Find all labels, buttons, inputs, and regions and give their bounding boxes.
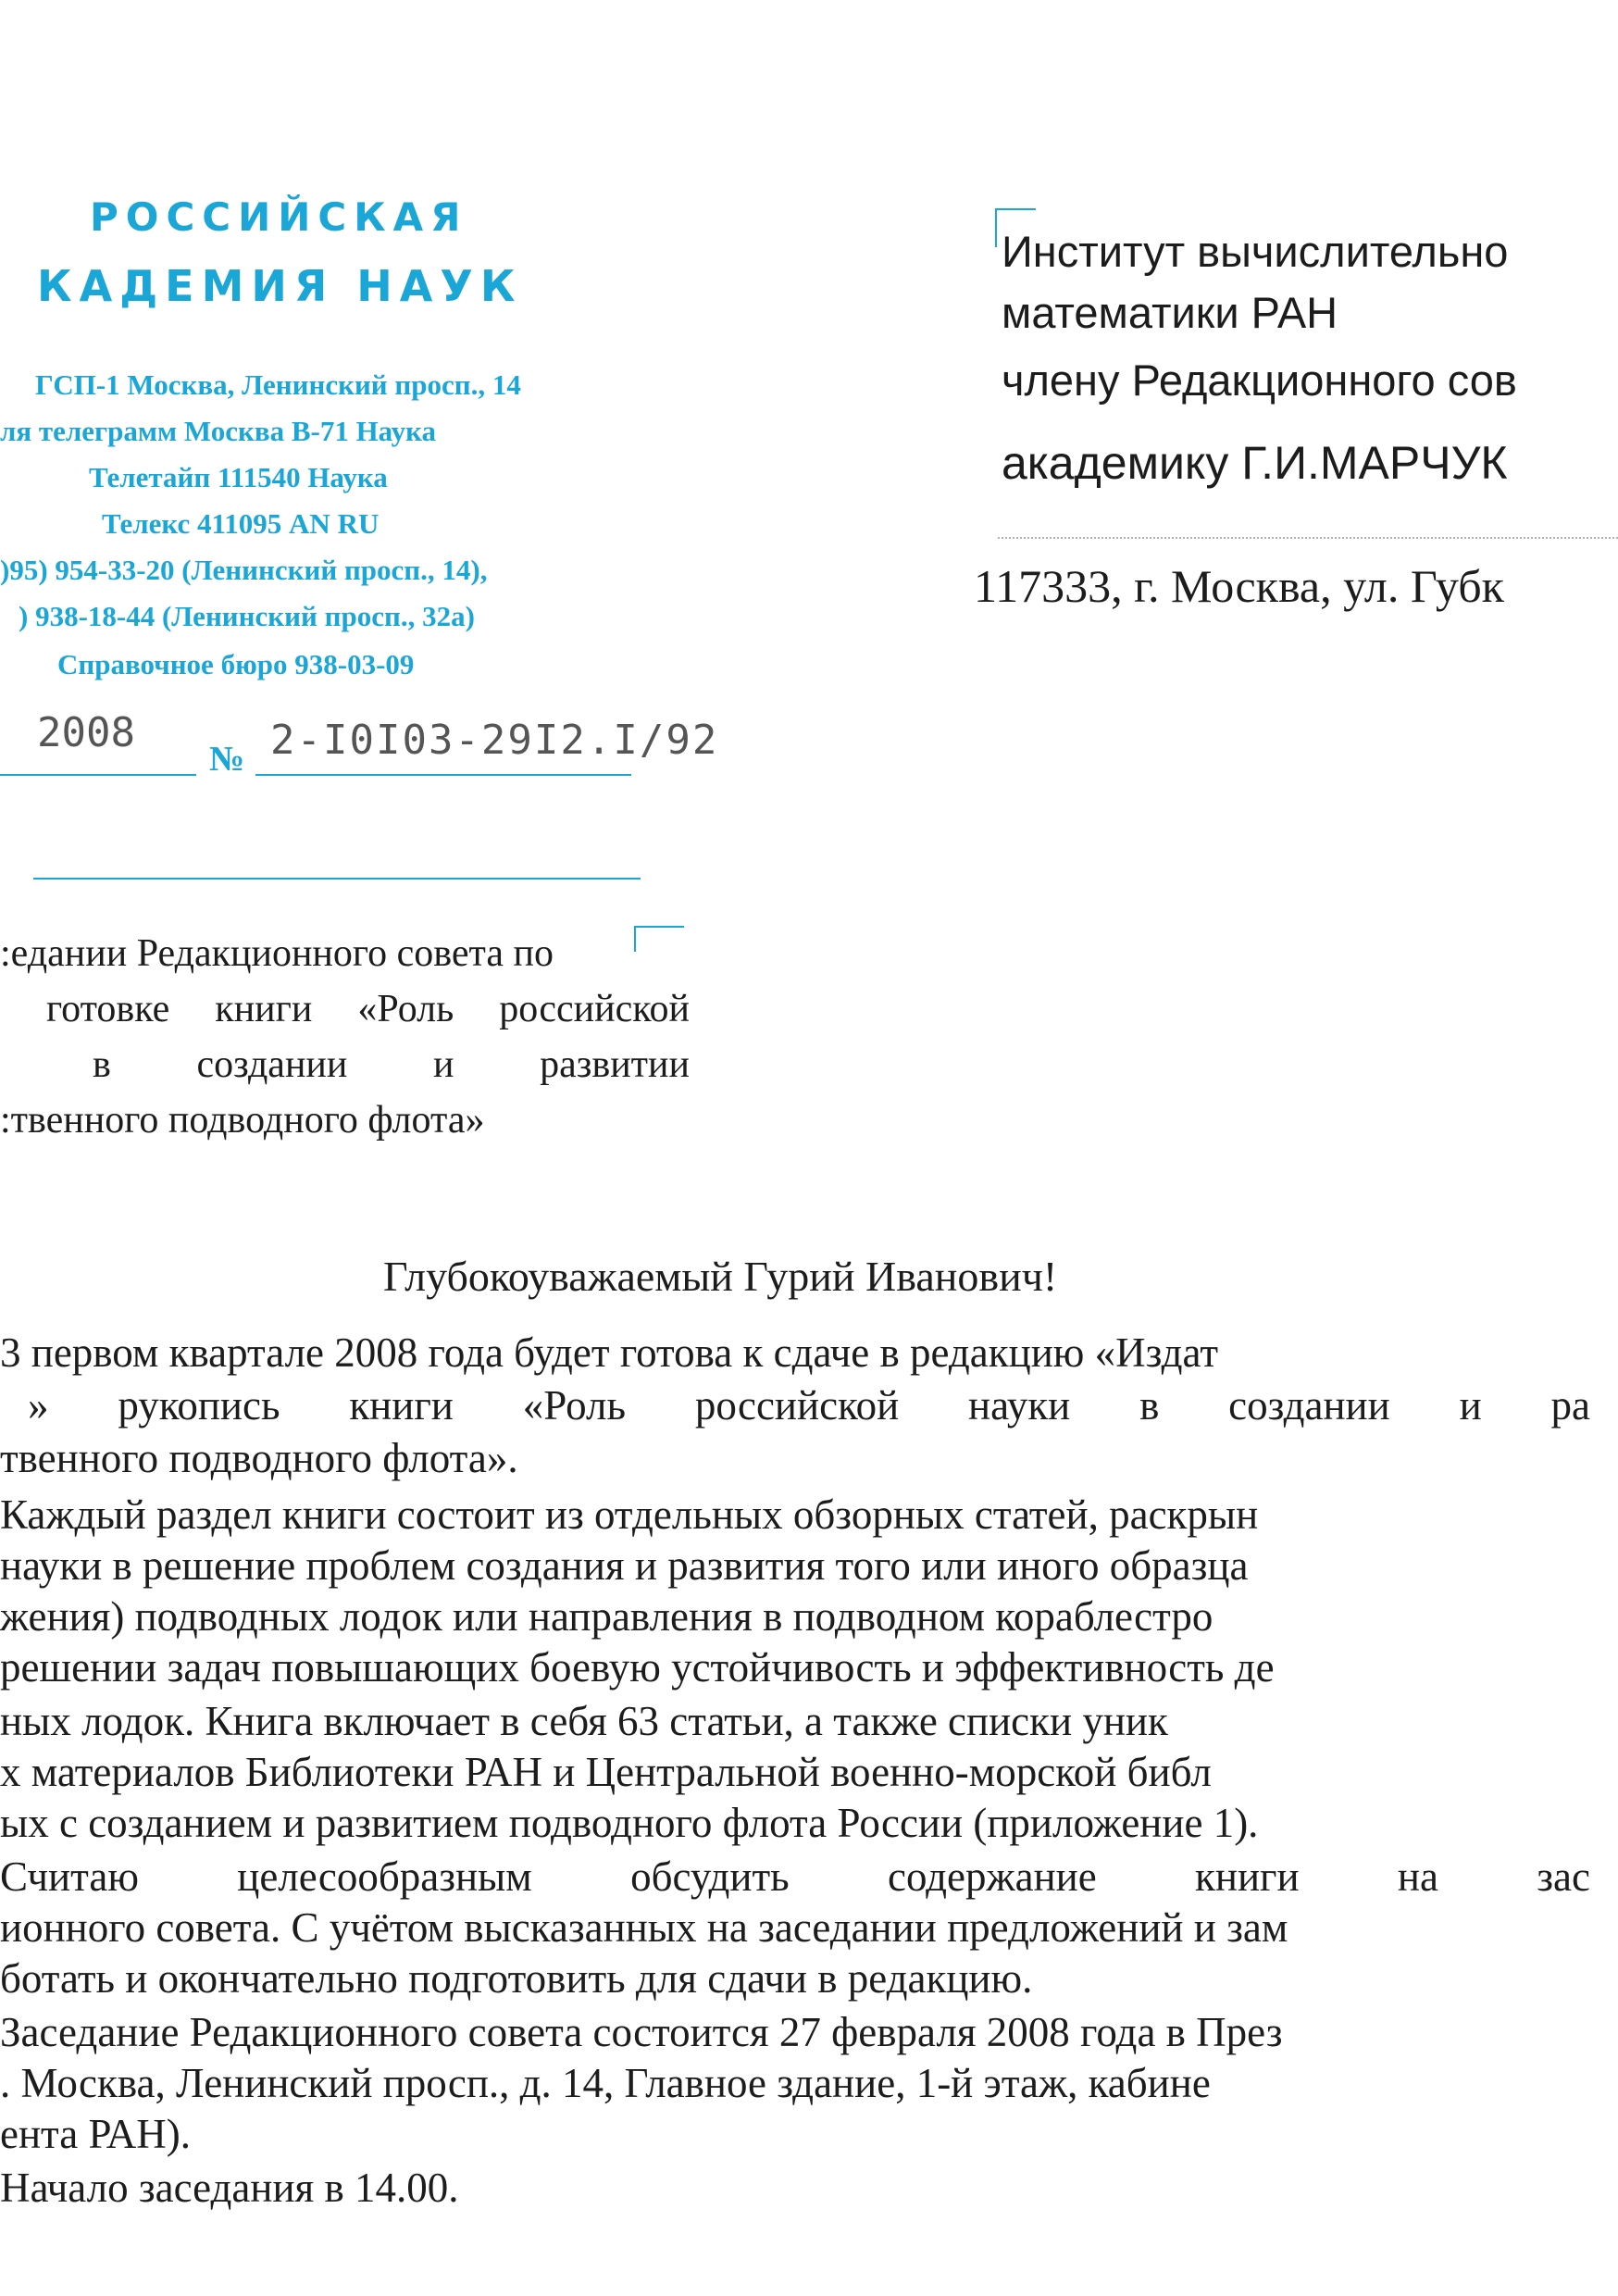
subject-corner-mark bbox=[634, 926, 684, 952]
subject-word: «Роль bbox=[357, 988, 454, 1030]
body-line bbox=[28, 1380, 1590, 1431]
subject-word: :едании Редакционного совета по bbox=[0, 932, 554, 975]
body-line: твенного подводного флота». bbox=[0, 1435, 518, 1481]
body-word: на bbox=[1397, 1853, 1438, 1900]
number-sign: № bbox=[209, 740, 245, 779]
body-word: Считаю bbox=[0, 1853, 139, 1900]
body-line bbox=[0, 1852, 1590, 1903]
body-line: решении задач повышающих боевую устойчивость и эффективность де bbox=[0, 1644, 1275, 1691]
subject-word: российской bbox=[499, 988, 690, 1030]
body-line: Каждый раздел книги состоит из отдельных обзорных статей, раскрын bbox=[0, 1491, 1259, 1538]
body-word: обсудить bbox=[630, 1853, 790, 1900]
recipient-dotted-line bbox=[998, 537, 1618, 539]
body-line: жения) подводных лодок или направления в подводном кораблестро bbox=[0, 1593, 1214, 1640]
recipient-line-2: математики РАН bbox=[1002, 288, 1338, 337]
subject-word: и bbox=[433, 1043, 454, 1086]
subject-line bbox=[0, 926, 690, 981]
letter-body bbox=[0, 1328, 1618, 2296]
recipient-address: 117333, г. Москва, ул. Губк bbox=[974, 560, 1504, 612]
body-line: ых с созданием и развитием подводного флота России (приложение 1). bbox=[0, 1800, 1259, 1846]
body-line: х материалов Библиотеки РАН и Центральной военно-морской библ bbox=[0, 1749, 1212, 1795]
body-word: зас bbox=[1537, 1853, 1590, 1900]
body-line: ботать и окончательно подготовить для сдачи в редакцию. bbox=[0, 1955, 1033, 2002]
body-line: . Москва, Ленинский просп., д. 14, Главное здание, 1-й этаж, кабине bbox=[0, 2060, 1211, 2106]
org-info-bureau: Справочное бюро 938-03-09 bbox=[57, 648, 415, 680]
recipient-line-1: Институт вычислительно bbox=[1002, 227, 1509, 276]
subject-block bbox=[0, 926, 690, 1148]
body-line: Начало заседания в 14.00. bbox=[0, 2165, 459, 2211]
body-word: российской bbox=[694, 1382, 900, 1429]
org-phone-1: )95) 954-33-20 (Ленинский просп., 14), bbox=[0, 554, 488, 586]
body-line: ных лодок. Книга включает в себя 63 статьи, а также списки уник bbox=[0, 1698, 1168, 1744]
body-word: создании bbox=[1228, 1382, 1390, 1429]
org-teletype: Телетайп 111540 Наука bbox=[89, 461, 388, 493]
subject-word: в bbox=[93, 1043, 111, 1086]
blank-line bbox=[33, 878, 641, 880]
salutation: Глубокоуважаемый Гурий Иванович! bbox=[383, 1253, 1058, 1300]
registration-date: 2008 bbox=[37, 709, 135, 756]
subject-word: готовке bbox=[46, 988, 170, 1030]
body-text: 3 первом квартале 2008 года будет готова к сдаче в редакцию «Издат bbox=[0, 1329, 1218, 1376]
body-word: рукопись bbox=[118, 1382, 280, 1429]
body-word: целесообразным bbox=[237, 1853, 532, 1900]
subject-line bbox=[0, 1092, 690, 1148]
org-telegram: ля телеграмм Москва В-71 Наука bbox=[0, 415, 436, 447]
body-word: науки bbox=[968, 1382, 1071, 1429]
body-word: книги bbox=[349, 1382, 454, 1429]
body-word: содержание bbox=[887, 1853, 1097, 1900]
registration-number: 2-I0I03-29I2.I/92 bbox=[270, 717, 719, 764]
number-underline bbox=[255, 774, 631, 776]
subject-word: создании bbox=[196, 1043, 348, 1086]
subject-word: :твенного подводного флота» bbox=[0, 1099, 485, 1142]
body-word: «Роль bbox=[522, 1382, 627, 1429]
body-word: книги bbox=[1195, 1853, 1300, 1900]
body-line bbox=[0, 1328, 1590, 1379]
body-line: науки в решение проблем создания и развития того или иного образца bbox=[0, 1542, 1249, 1589]
body-line: ента РАН). bbox=[0, 2111, 191, 2157]
recipient-line-4: академику Г.И.МАРЧУК bbox=[1002, 437, 1508, 489]
body-word: в bbox=[1139, 1382, 1160, 1429]
subject-line bbox=[0, 1037, 690, 1092]
org-telex: Телекс 411095 AN RU bbox=[102, 507, 380, 540]
org-phone-2: ) 938-18-44 (Ленинский просп., 32а) bbox=[19, 600, 475, 632]
body-word: » bbox=[28, 1382, 49, 1429]
subject-line bbox=[0, 981, 690, 1037]
date-underline bbox=[0, 774, 196, 776]
org-name-line1: РОССИЙСКАЯ bbox=[90, 194, 468, 240]
body-word: ра bbox=[1550, 1382, 1590, 1429]
body-word: и bbox=[1459, 1382, 1482, 1429]
org-name-line2: КАДЕМИЯ НАУК bbox=[37, 261, 523, 311]
recipient-line-3: члену Редакционного сов bbox=[1002, 356, 1517, 405]
body-line: Заседание Редакционного совета состоится 27 февраля 2008 года в През bbox=[0, 2009, 1283, 2055]
subject-word: книги bbox=[215, 988, 313, 1030]
org-address: ГСП-1 Москва, Ленинский просп., 14 bbox=[35, 368, 521, 401]
body-line: ионного совета. С учётом высказанных на заседании предложений и зам bbox=[0, 1904, 1288, 1951]
subject-word: развитии bbox=[540, 1043, 690, 1086]
